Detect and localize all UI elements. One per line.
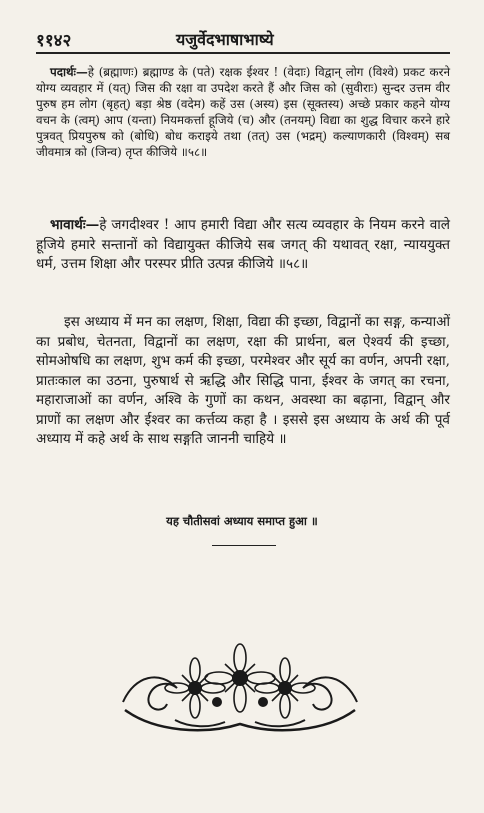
padarth-label: पदार्थः— xyxy=(50,65,88,79)
summary-text: इस अध्याय में मन का लक्षण, शिक्षा, विद्या की इच्छा, विद्वानों का सङ्ग, कन्याओं का प्रबोध, चेतनता, विद्वानों का लक्षण, रक्षा की प्रार्थना, बल ऐश्वर्य की इच्छा, सोमओषधि का लक्षण, शुभ कर्म की इच्छा, परमेश्वर और सूर्य का वर्णन, अपनी रक्षा, प्रातःकाल का उठना, पुरुषार्थ से ऋद्धि और सिद्धि पाना, ईश्वर के जगत् का रचना, महाराजाओं का वर्णन, अश्वि के गुणों का कथन, अवस्था का बढ़ाना, विद्वान् और प्राणों का लक्षण और ईश्वर का कर्त्तव्य कहा है । इससे इस अध्याय के अर्थ की पूर्व अध्याय में कहे अर्थ के साथ सङ्गति जाननी चाहिये ॥ xyxy=(36,314,450,447)
padarth-paragraph xyxy=(36,64,450,160)
running-head: यजुर्वेदभाषाभाष्ये xyxy=(176,30,274,49)
padarth-text: हे (ब्रह्माणः) ब्रह्माण्ड के (पते) रक्षक ईश्वर ! (वेदाः) विद्वान् लोग (विश्वे) प्रकट करने योग्य व्यवहार में (यत्) जिस की रक्षा वा उपदेश करते हैं और जिस को (सुवीराः) सुन्दर उत्तम वीर पुरुष हम लोग (बृहत्) बड़ा श्रेष्ठ (वदेम) कहें उस (अस्य) इस (सूक्तस्य) अच्छे प्रकार कहने योग्य वचन के (त्वम्) आप (यन्ता) नियमकर्त्ता हूजिये (च) और (तनयम्) विद्या का शुद्ध विचार करने हारे पुत्रवत् प्रियपुरुष को (बोधि) बोध कराइये तथा (तत्) उस (भद्रम्) कल्याणकारी (विश्वम्) सब जीवमात्र को (जिन्व) तृप्त कीजिये ॥५८॥ xyxy=(36,65,450,159)
page-header xyxy=(36,28,450,50)
header-rule xyxy=(36,52,450,54)
bhavarth-text: हे जगदीश्वर ! आप हमारी विद्या और सत्य व्यवहार के नियम करने वाले हूजिये हमारे सन्तानों को विद्यायुक्त कीजिये सब जगत् की यथावत् रक्षा, न्याययुक्त धर्म, उत्तम शिक्षा और परस्पर प्रीति उत्पन्न कीजिये ॥५८॥ xyxy=(36,217,450,272)
floral-ornament-icon xyxy=(115,640,365,740)
bhavarth-label: भावार्थः— xyxy=(50,217,100,233)
completion-rule xyxy=(212,545,276,546)
chapter-summary xyxy=(36,313,450,450)
page-number: ११४२ xyxy=(36,30,72,51)
chapter-completion-note: यह चौतीसवां अध्याय समाप्त हुआ ॥ xyxy=(166,514,318,528)
bhavarth-paragraph xyxy=(36,216,450,275)
